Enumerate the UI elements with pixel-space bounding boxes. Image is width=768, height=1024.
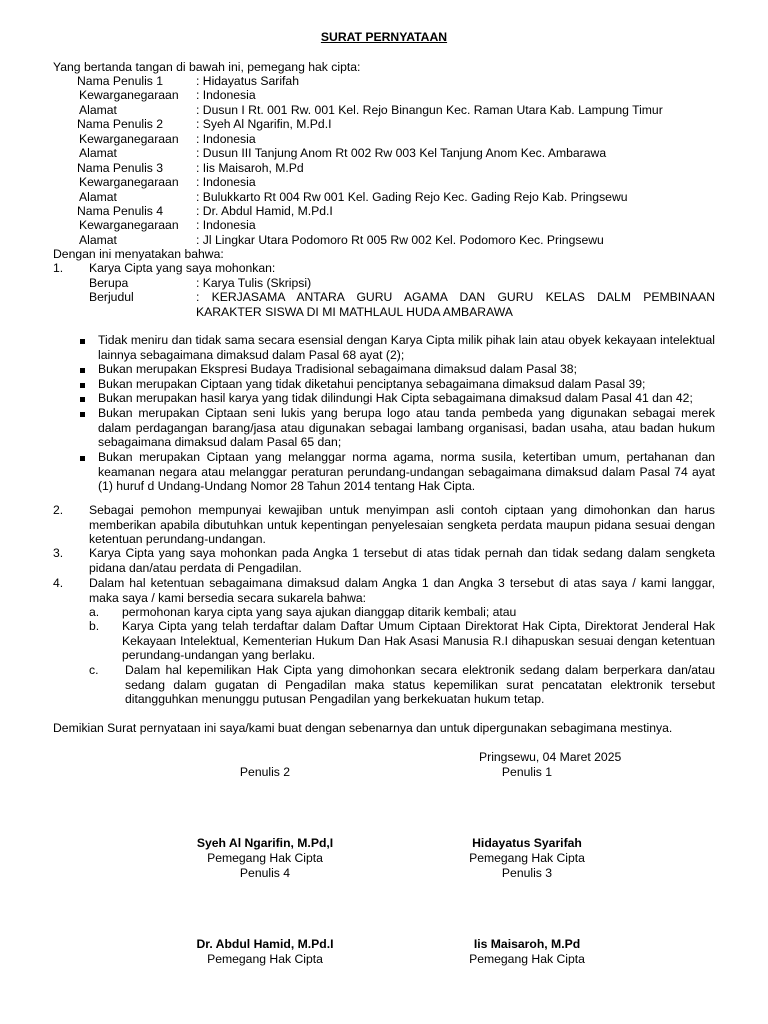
bullet-item: Bukan merupakan hasil karya yang tidak dilindungi Hak Cipta sebagaimana dimaksud dalam Pasal 41 dan 42; bbox=[98, 391, 693, 405]
item-4c-letter: c. bbox=[89, 663, 99, 677]
author-3-name-value: : Iis Maisaroh, M.Pd bbox=[196, 161, 304, 175]
bullet-marker bbox=[80, 456, 85, 461]
bullet-marker bbox=[80, 412, 85, 417]
author-1-nat-label: Kewarganegaraan bbox=[79, 88, 179, 102]
item-1-text: Karya Cipta yang saya mohonkan: bbox=[89, 261, 276, 275]
intro-text: Yang bertanda tangan di bawah ini, pemegang hak cipta: bbox=[53, 60, 361, 74]
item-4-text: Dalam hal ketentuan sebagaimana dimaksud dalam Angka 1 dan Angka 3 tersebut di atas saya / kami langgar, maka saya / kami bersedia secara sukarela bahwa: bbox=[89, 576, 715, 605]
berjudul-value-line2: KARAKTER SISWA DI MI MATHLAUL HUDA AMBARAWA bbox=[196, 305, 513, 319]
author-4-addr-value: : Jl Lingkar Utara Podomoro Rt 005 Rw 002 Kel. Podomoro Kec. Pringsewu bbox=[196, 233, 604, 247]
bullet-item: Bukan merupakan Ciptaan yang melanggar norma agama, norma susila, ketertiban umum, pertahanan dan keamanan negara atau melanggar peraturan perundang-undangan sebagaimana dimaksud dalam Pasal 74 ayat (1) huruf d Undang-Undang Nomor 28 Tahun 2014 tentang Hak Cipta. bbox=[98, 450, 715, 494]
author-2-name-label: Nama Penulis 2 bbox=[77, 117, 164, 131]
author-3-nat-value: : Indonesia bbox=[196, 175, 256, 189]
author-2-addr-label: Alamat bbox=[79, 146, 117, 160]
author-2-addr-value: : Dusun III Tanjung Anom Rt 002 Rw 003 Kel Tanjung Anom Kec. Ambarawa bbox=[196, 146, 607, 160]
item-2-text: Sebagai pemohon mempunyai kewajiban untuk menyimpan asli contoh ciptaan yang dimohonkan dan harus memberikan apabila dibutuhkan untuk kepentingan penyelesaian sengketa perdata maupun pidana sesuai dengan ketentuan perundang-undangan. bbox=[89, 503, 715, 547]
berjudul-label: Berjudul bbox=[89, 290, 134, 304]
bullet-item: Bukan merupakan Ekspresi Budaya Tradisional sebagaimana dimaksud dalam Pasal 38; bbox=[98, 362, 577, 376]
bullet-marker bbox=[80, 339, 85, 344]
bullet-marker bbox=[80, 368, 85, 373]
signature-right-top-name: Hidayatus Syarifah bbox=[472, 836, 582, 850]
item-3-text: Karya Cipta yang saya mohonkan pada Angka 1 tersebut di atas tidak pernah dan tidak sedang dalam sengketa pidana dan/atau perdata di Pengadilan. bbox=[89, 546, 715, 575]
item-4c-text: Dalam hal kepemilikan Hak Cipta yang dimohonkan secara elektronik sedang dalam berperkara dan/atau sedang dalam gugatan di Pengadilan maka status kepemilikan surat pencatatan elektronik tersebut ditangguhkan menunggu putusan Pengadilan yang berkekuatan hukum tetap. bbox=[125, 663, 715, 707]
signature-right-bottom-name: Iis Maisaroh, M.Pd bbox=[473, 937, 581, 951]
closing-text: Demikian Surat pernyataan ini saya/kami buat dengan sebenarnya dan untuk dipergunakan sebagimana mestinya. bbox=[53, 721, 673, 735]
author-4-name-value: : Dr. Abdul Hamid, M.Pd.I bbox=[196, 204, 333, 218]
signature-right-bottom-role: Penulis 3 bbox=[501, 866, 553, 880]
bullet-item: Bukan merupakan Ciptaan seni lukis yang berupa logo atau tanda pembeda yang digunakan sebagai merek dalam perdagangan barang/jasa atau digunakan sebagai lambang organisasi, badan usaha, atau badan hukum sebagaimana dimaksud dalam Pasal 65 dan; bbox=[98, 406, 715, 450]
author-3-name-label: Nama Penulis 3 bbox=[77, 161, 164, 175]
author-4-name-label: Nama Penulis 4 bbox=[77, 204, 164, 218]
item-4a-letter: a. bbox=[89, 605, 100, 619]
item-3-number: 3. bbox=[53, 546, 64, 560]
item-4-number: 4. bbox=[53, 576, 64, 590]
author-1-nat-value: : Indonesia bbox=[196, 88, 256, 102]
item-2-number: 2. bbox=[53, 503, 64, 517]
author-2-nat-value: : Indonesia bbox=[196, 132, 256, 146]
signature-right-top-title: Pemegang Hak Cipta bbox=[469, 851, 585, 865]
item-4b-letter: b. bbox=[89, 619, 100, 633]
author-1-name-label: Nama Penulis 1 bbox=[77, 74, 164, 88]
signature-left-top-title: Pemegang Hak Cipta bbox=[207, 851, 323, 865]
author-1-name-value: : Hidayatus Sarifah bbox=[196, 74, 299, 88]
place-date: Pringsewu, 04 Maret 2025 bbox=[479, 750, 622, 764]
bullet-item: Tidak meniru dan tidak sama secara esensial dengan Karya Cipta milik pihak lain atau obyek kekayaan intelektual lainnya sebagaimana dimaksud dalam Pasal 68 ayat (2); bbox=[98, 333, 715, 362]
item-4b-text: Karya Cipta yang telah terdaftar dalam Daftar Umum Ciptaan Direktorat Hak Cipta, Direktorat Jenderal Hak Kekayaan Intelektual, Kementerian Hukum Dan Hak Asasi Manusia R.I dihapuskan sesuai dengan ketentuan perundang-undangan yang berlaku. bbox=[122, 619, 715, 663]
author-2-nat-label: Kewarganegaraan bbox=[79, 132, 179, 146]
bullet-marker bbox=[80, 397, 85, 402]
signature-left-top-name: Syeh Al Ngarifin, M.Pd,I bbox=[196, 836, 334, 850]
signature-left-bottom-role: Penulis 4 bbox=[239, 866, 291, 880]
declare-text: Dengan ini menyatakan bahwa: bbox=[53, 247, 224, 261]
author-2-name-value: : Syeh Al Ngarifin, M.Pd.I bbox=[196, 117, 332, 131]
author-3-addr-label: Alamat bbox=[79, 190, 117, 204]
signature-left-bottom-name: Dr. Abdul Hamid, M.Pd.I bbox=[196, 937, 334, 951]
item-1-number: 1. bbox=[53, 261, 64, 275]
signature-right-bottom-title: Pemegang Hak Cipta bbox=[469, 952, 585, 966]
bullet-marker bbox=[80, 383, 85, 388]
berupa-label: Berupa bbox=[89, 276, 129, 290]
item-4a-text: permohonan karya cipta yang saya ajukan dianggap ditarik kembali; atau bbox=[122, 605, 517, 619]
author-1-addr-label: Alamat bbox=[79, 103, 117, 117]
signature-left-top-role: Penulis 2 bbox=[239, 765, 291, 779]
author-4-addr-label: Alamat bbox=[79, 233, 117, 247]
berupa-value: : Karya Tulis (Skripsi) bbox=[196, 276, 312, 290]
bullet-item: Bukan merupakan Ciptaan yang tidak diketahui penciptanya sebagaimana dimaksud dalam Pasal 39; bbox=[98, 377, 646, 391]
berjudul-value-line1: : KERJASAMA ANTARA GURU AGAMA DAN GURU KELAS DALM PEMBINAAN bbox=[196, 290, 715, 304]
signature-left-bottom-title: Pemegang Hak Cipta bbox=[207, 952, 323, 966]
author-3-addr-value: : Bulukkarto Rt 004 Rw 001 Kel. Gading Rejo Kec. Gading Rejo Kab. Pringsewu bbox=[196, 190, 628, 204]
author-4-nat-value: : Indonesia bbox=[196, 218, 256, 232]
author-4-nat-label: Kewarganegaraan bbox=[79, 218, 179, 232]
author-1-addr-value: : Dusun I Rt. 001 Rw. 001 Kel. Rejo Binangun Kec. Raman Utara Kab. Lampung Timur bbox=[196, 103, 663, 117]
signature-right-top-role: Penulis 1 bbox=[501, 765, 553, 779]
author-3-nat-label: Kewarganegaraan bbox=[79, 175, 179, 189]
document-title: SURAT PERNYATAAN bbox=[320, 30, 448, 44]
